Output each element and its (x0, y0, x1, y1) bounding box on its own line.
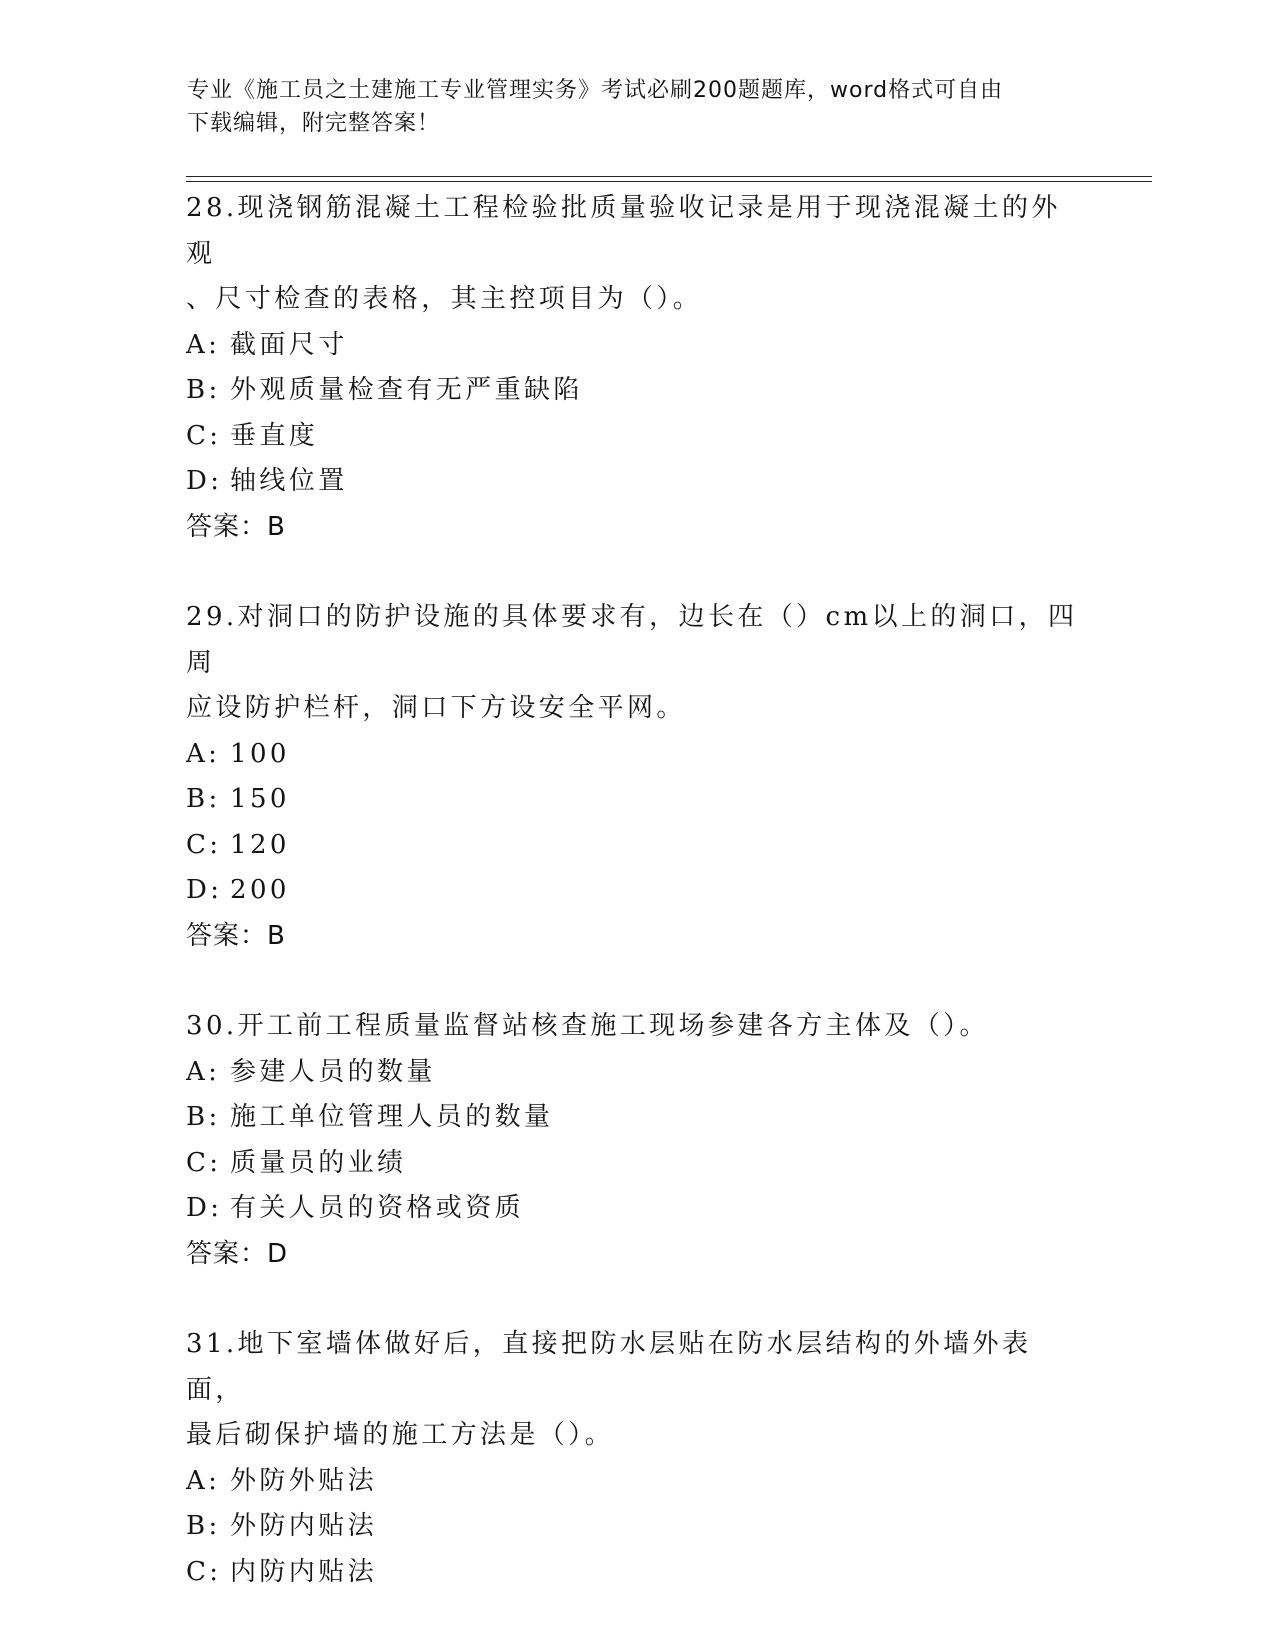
option-letter: A: (186, 1056, 221, 1087)
option-c (186, 1550, 1086, 1596)
option-b (186, 777, 1086, 823)
option-text: 外防内贴法 (230, 1511, 378, 1541)
option-letter: C: (186, 420, 222, 451)
option-a (186, 1459, 1086, 1505)
question-stem-continued: 最后砌保护墙的施工方法是（）。 (186, 1420, 615, 1450)
question-31 (186, 1322, 1086, 1595)
question-stem-continued: 、尺寸检查的表格，其主控项目为（）。 (186, 284, 703, 314)
question-30 (186, 1004, 1086, 1277)
question-stem: 30.开工前工程质量监督站核查施工现场参建各方主体及（）。 (186, 1011, 989, 1041)
header-divider-top (186, 176, 1152, 177)
question-stem: 29.对洞口的防护设施的具体要求有，边长在（）cm以上的洞口，四周 (186, 602, 1078, 678)
answer-line: 答案：B (186, 511, 286, 542)
option-letter: B: (186, 1511, 221, 1541)
option-b (186, 1504, 1086, 1550)
header-line-2: 下载编辑，附完整答案！ (187, 111, 441, 136)
option-d (186, 868, 1086, 914)
option-letter: B: (186, 1102, 221, 1132)
answer-line: 答案：B (186, 920, 286, 951)
option-d (186, 1186, 1086, 1232)
option-text: 120 (230, 829, 290, 860)
option-d (186, 459, 1086, 505)
answer-line: 答案：D (186, 1238, 289, 1269)
option-c (186, 823, 1086, 869)
option-b (186, 1095, 1086, 1141)
option-letter: D: (186, 1193, 223, 1223)
option-c (186, 1141, 1086, 1187)
option-text: 施工单位管理人员的数量 (230, 1102, 554, 1132)
option-text: 150 (230, 784, 290, 814)
option-letter: D: (186, 466, 223, 496)
question-29 (186, 595, 1086, 959)
option-text: 参建人员的数量 (230, 1056, 436, 1087)
question-stem-continued: 应设防护栏杆，洞口下方设安全平网。 (186, 693, 686, 723)
option-letter: D: (186, 875, 223, 905)
option-a (186, 323, 1086, 369)
option-text: 外观质量检查有无严重缺陷 (230, 375, 583, 405)
option-text: 100 (230, 738, 290, 769)
option-text: 有关人员的资格或资质 (230, 1193, 525, 1223)
question-stem: 28.现浇钢筋混凝土工程检验批质量验收记录是用于现浇混凝土的外观 (186, 193, 1061, 269)
header-line-1: 专业《施工员之土建施工专业管理实务》考试必刷200题题库，word格式可自由 (187, 78, 1004, 103)
option-b (186, 368, 1086, 414)
option-letter: B: (186, 375, 221, 405)
option-text: 外防外贴法 (230, 1465, 378, 1496)
option-letter: C: (186, 829, 222, 860)
document-header (187, 74, 1087, 140)
question-28 (186, 186, 1086, 550)
question-stem: 31.地下室墙体做好后，直接把防水层贴在防水层结构的外墙外表面， (186, 1329, 1032, 1405)
option-text: 垂直度 (230, 420, 319, 451)
option-text: 轴线位置 (230, 466, 348, 496)
option-text: 质量员的业绩 (230, 1147, 407, 1178)
option-letter: B: (186, 784, 221, 814)
option-c (186, 414, 1086, 460)
option-a (186, 732, 1086, 778)
option-letter: C: (186, 1147, 222, 1178)
question-list (186, 186, 1086, 1595)
option-letter: A: (186, 329, 221, 360)
option-letter: A: (186, 1465, 221, 1496)
option-text: 截面尺寸 (230, 329, 348, 360)
option-a (186, 1050, 1086, 1096)
header-divider-bottom (186, 181, 1152, 182)
option-letter: C: (186, 1556, 222, 1587)
option-text: 内防内贴法 (230, 1556, 378, 1587)
option-text: 200 (230, 875, 290, 905)
option-letter: A: (186, 738, 221, 769)
